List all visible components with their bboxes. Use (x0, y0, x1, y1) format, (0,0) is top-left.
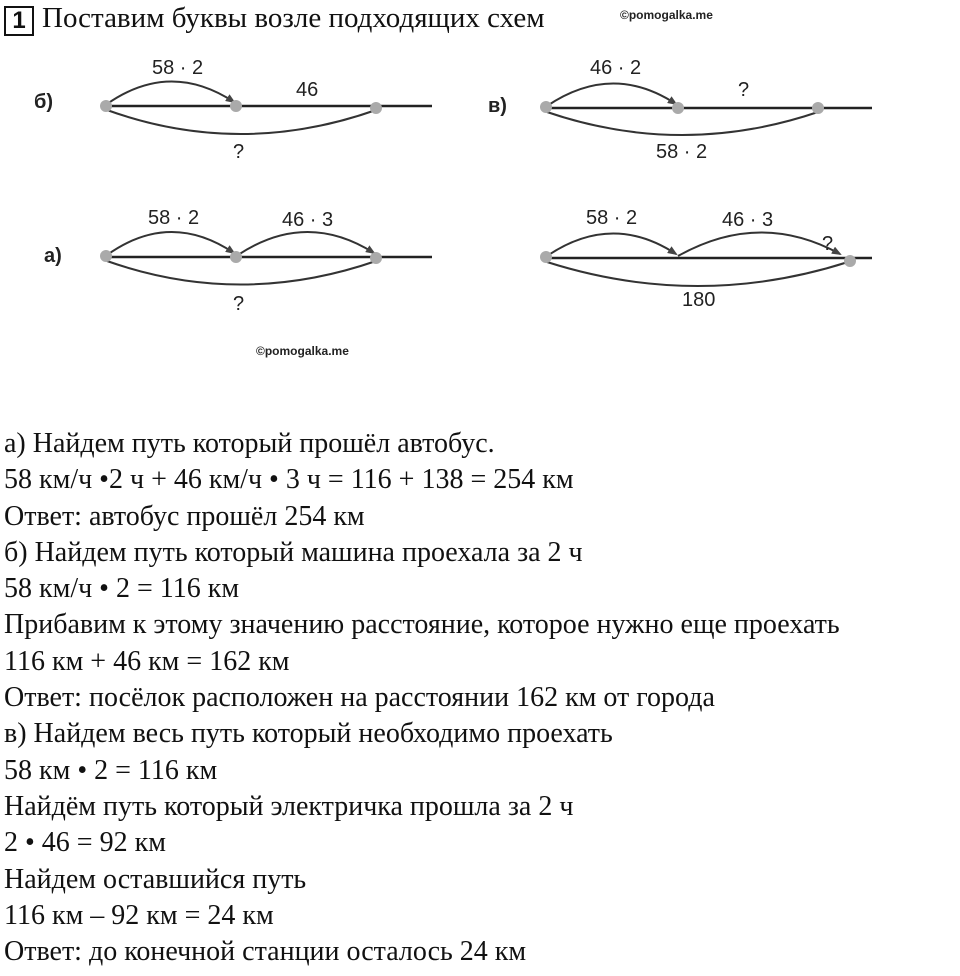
scheme-v (488, 57, 872, 163)
scheme-unlabeled (540, 207, 872, 311)
solution-line-4: б) Найдем путь который машина проехала за 2 ч (4, 536, 583, 568)
solution-line-8: Ответ: посёлок расположен на расстоянии 162 км от города (4, 682, 715, 714)
scheme-unlabeled-bottom-arc (547, 262, 848, 286)
scheme-a-letter: а) (44, 245, 62, 267)
scheme-unlabeled-end-label: ? (822, 233, 834, 255)
solution-text (4, 426, 960, 970)
scheme-a-point-end (370, 252, 382, 264)
scheme-unlabeled-point-end (844, 255, 856, 267)
scheme-a-arc-1 (107, 232, 234, 255)
scheme-b-label-1: 58 · 2 (152, 57, 204, 79)
scheme-unlabeled-point-start (540, 251, 552, 263)
solution-line-6: Прибавим к этому значению расстояние, которое нужно еще проехать (4, 609, 840, 641)
scheme-diagrams (0, 40, 960, 360)
scheme-b-bottom-arc (107, 110, 376, 134)
solution-line-10: 58 км • 2 = 116 км (4, 754, 218, 786)
scheme-v-label-2: ? (738, 79, 750, 101)
scheme-b-point-mid (230, 100, 242, 112)
solution-line-9: в) Найдем весь путь который необходимо проехать (4, 718, 613, 750)
scheme-a-arc-2 (238, 232, 374, 255)
scheme-a (44, 207, 432, 315)
task-number-box: 1 (4, 6, 34, 36)
scheme-v-label-1: 46 · 2 (590, 57, 642, 79)
scheme-b-point-start (100, 100, 112, 112)
scheme-unlabeled-bottom-label: 180 (682, 289, 716, 311)
solution-line-13: Найдем оставшийся путь (4, 863, 307, 895)
scheme-a-label-2: 46 · 3 (282, 209, 334, 231)
solution-line-3: Ответ: автобус прошёл 254 км (4, 500, 365, 532)
solution-line-1: а) Найдем путь который прошёл автобус. (4, 428, 495, 459)
scheme-v-arc-1 (547, 83, 676, 106)
scheme-b-arc-1 (107, 81, 234, 104)
scheme-unlabeled-label-1: 58 · 2 (586, 207, 638, 229)
scheme-v-bottom-arc (547, 112, 818, 135)
scheme-a-point-start (100, 250, 112, 262)
scheme-a-bottom-arc (107, 261, 376, 285)
scheme-unlabeled-label-2: 46 · 3 (722, 209, 774, 231)
scheme-v-point-mid (672, 102, 684, 114)
scheme-a-point-mid (230, 251, 242, 263)
scheme-v-point-end (812, 102, 824, 114)
scheme-unlabeled-arc-2 (678, 232, 840, 256)
solution-line-2: 58 км/ч •2 ч + 46 км/ч • 3 ч = 116 + 138 = 254 км (4, 464, 574, 496)
scheme-a-label-1: 58 · 2 (148, 207, 200, 229)
scheme-unlabeled-arc-1 (547, 233, 676, 256)
scheme-v-letter: в) (488, 95, 507, 117)
watermark-top: ©pomogalka.me (620, 8, 713, 22)
scheme-b-label-2: 46 (296, 79, 319, 101)
solution-line-5: 58 км/ч • 2 = 116 км (4, 573, 240, 605)
scheme-a-bottom-label: ? (233, 293, 245, 315)
scheme-b-point-end (370, 102, 382, 114)
solution-line-11: Найдём путь который электричка прошла за 2 ч (4, 790, 574, 822)
scheme-b-letter: б) (34, 91, 54, 113)
scheme-b-bottom-label: ? (233, 141, 245, 163)
scheme-v-bottom-label: 58 · 2 (656, 141, 708, 163)
scheme-v-point-start (540, 101, 552, 113)
watermark-bottom: ©pomogalka.me (256, 344, 349, 358)
solution-line-15: Ответ: до конечной станции осталось 24 км (4, 936, 527, 968)
solution-line-7: 116 км + 46 км = 162 км (4, 645, 290, 677)
solution-line-12: 2 • 46 = 92 км (4, 827, 166, 859)
task-title: Поставим буквы возле подходящих схем (42, 2, 545, 34)
scheme-b (34, 57, 432, 163)
solution-line-14: 116 км – 92 км = 24 км (4, 899, 274, 931)
